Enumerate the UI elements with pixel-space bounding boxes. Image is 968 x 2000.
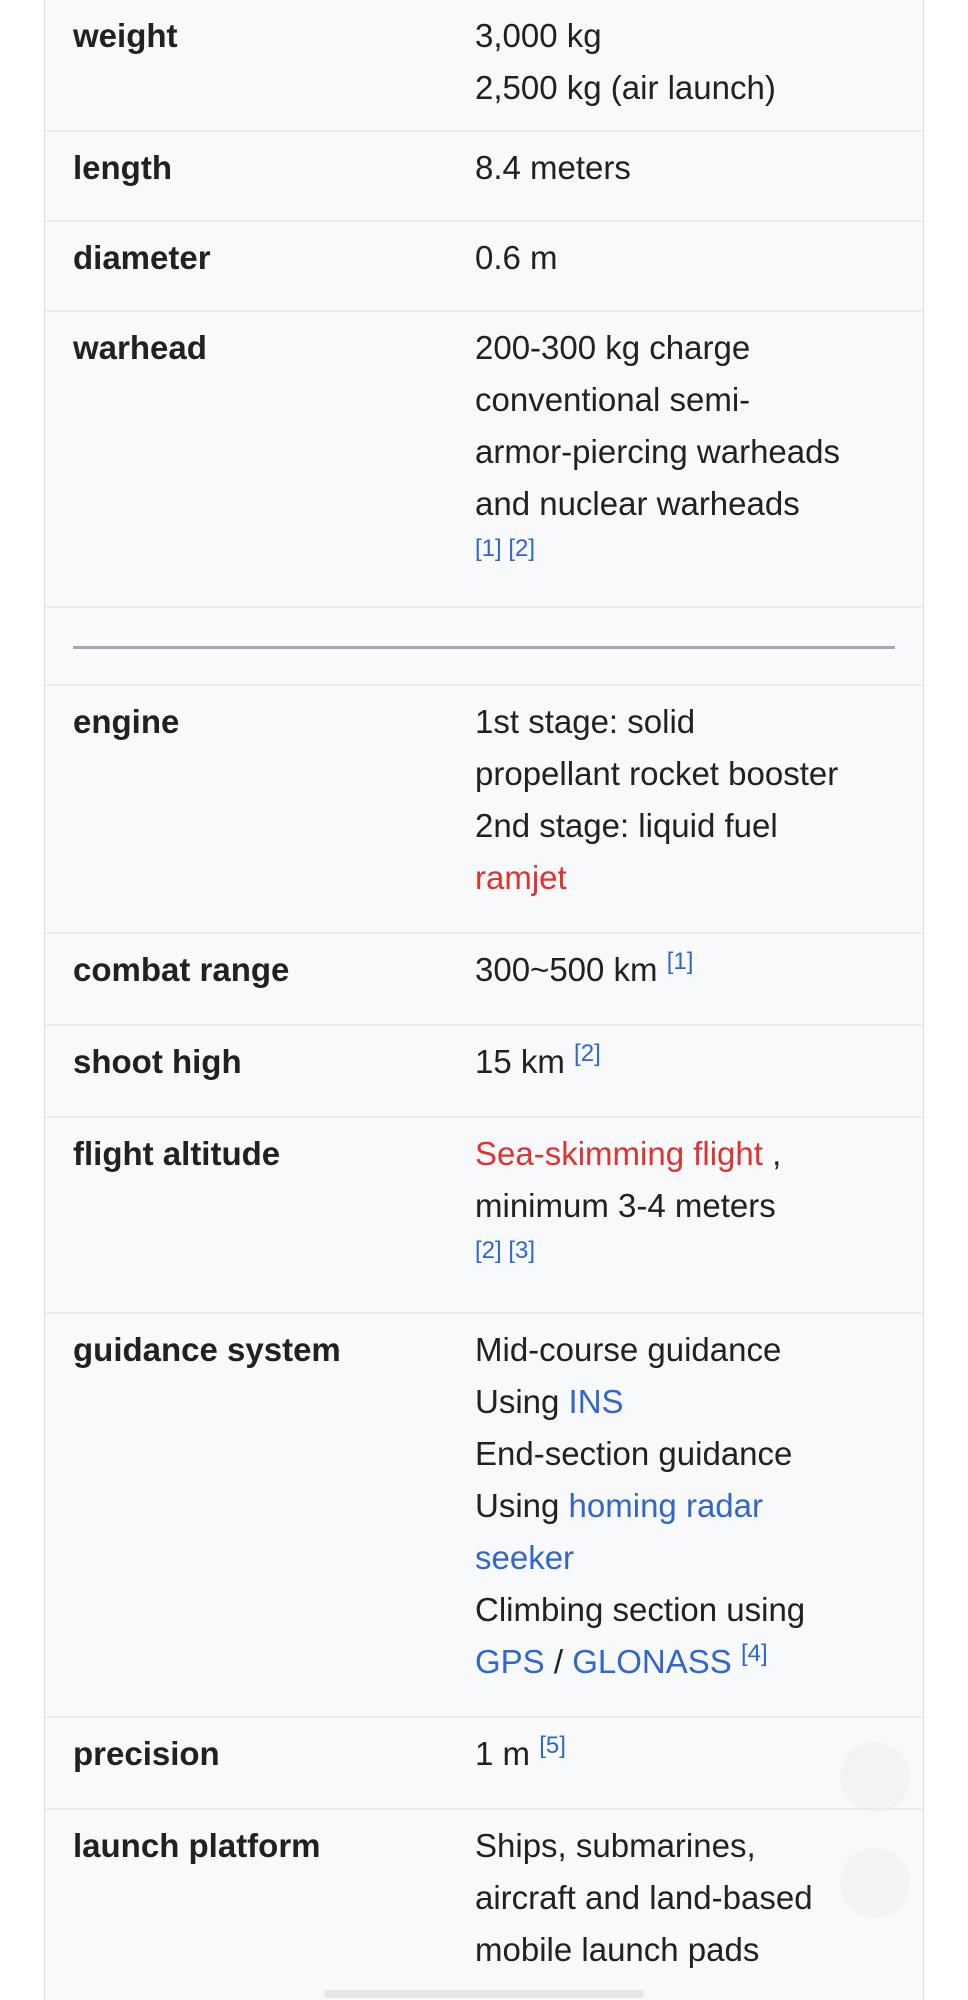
label-combat-range: combat range — [73, 951, 290, 988]
label-launch-platform: launch platform — [73, 1827, 321, 1864]
value-warhead — [475, 322, 923, 588]
homing-radar-link[interactable]: homing radar — [568, 1487, 763, 1524]
reference-link[interactable]: [2] — [574, 1040, 601, 1067]
value-line: propellant rocket booster — [475, 755, 839, 792]
row-diameter — [45, 222, 923, 312]
value-line: conventional semi- — [475, 381, 751, 418]
value-line: End-section guidance — [475, 1435, 793, 1472]
value-length — [475, 142, 923, 202]
value-line: 8.4 meters — [475, 149, 631, 186]
value-text: 1 m — [475, 1735, 531, 1772]
label-flight-altitude: flight altitude — [73, 1135, 281, 1172]
value-line: aircraft and land-based — [475, 1879, 813, 1916]
value-line: 2nd stage: liquid fuel — [475, 807, 778, 844]
value-text: 15 km — [475, 1043, 565, 1080]
value-diameter — [475, 232, 923, 292]
value-line: Climbing section using — [475, 1591, 806, 1628]
value-line: armor-piercing warheads — [475, 433, 840, 470]
value-line: 2,500 kg (air launch) — [475, 69, 776, 106]
reference-links[interactable]: [2] [3] — [475, 1237, 536, 1264]
slash: / — [544, 1643, 573, 1680]
glonass-link[interactable]: GLONASS — [572, 1643, 732, 1680]
row-precision — [45, 1718, 923, 1810]
value-line: Mid-course guidance — [475, 1331, 782, 1368]
infobox-table — [44, 0, 924, 2000]
label-diameter: diameter — [73, 239, 211, 276]
ins-link[interactable]: INS — [568, 1383, 624, 1420]
row-guidance-system — [45, 1314, 923, 1718]
value-shoot-high — [475, 1036, 923, 1098]
value-line: mobile launch pads — [475, 1931, 760, 1968]
row-launch-platform — [45, 1810, 923, 1994]
label-guidance-system: guidance system — [73, 1331, 341, 1368]
reference-link[interactable]: [4] — [740, 1640, 768, 1667]
value-flight-altitude — [475, 1128, 923, 1294]
label-shoot-high: shoot high — [73, 1043, 242, 1080]
row-flight-altitude — [45, 1118, 923, 1314]
gps-link[interactable]: GPS — [475, 1643, 545, 1680]
value-line: 0.6 m — [475, 239, 558, 276]
value-combat-range — [475, 944, 923, 1006]
value-text: 300~500 km — [475, 951, 658, 988]
value-line: and nuclear warheads — [475, 485, 800, 522]
label-length: length — [73, 149, 172, 186]
value-line: 1st stage: solid — [475, 703, 696, 740]
row-combat-range — [45, 934, 923, 1026]
label-weight: weight — [73, 17, 178, 54]
reference-link[interactable]: [5] — [539, 1732, 566, 1759]
label-engine: engine — [73, 703, 180, 740]
row-engine — [45, 686, 923, 934]
value-guidance-system — [475, 1324, 923, 1698]
value-line: 3,000 kg — [475, 17, 602, 54]
reference-links[interactable]: [1] [2] — [475, 535, 536, 562]
value-line: Ships, submarines, — [475, 1827, 756, 1864]
ramjet-link[interactable]: ramjet — [475, 859, 567, 896]
label-warhead: warhead — [73, 329, 207, 366]
value-line: minimum 3-4 meters — [475, 1187, 776, 1224]
label-precision: precision — [73, 1735, 220, 1772]
floating-action-button[interactable] — [840, 1742, 910, 1812]
section-separator — [45, 608, 923, 686]
value-weight — [475, 10, 923, 112]
row-warhead — [45, 312, 923, 608]
using-text: Using — [475, 1487, 569, 1524]
value-line: 200-300 kg charge — [475, 329, 751, 366]
separator-line — [73, 646, 895, 649]
row-weight — [45, 0, 923, 132]
comma: , — [762, 1135, 782, 1172]
sea-skimming-link[interactable]: Sea-skimming flight — [475, 1135, 763, 1172]
floating-action-button[interactable] — [840, 1848, 910, 1918]
reference-link[interactable]: [1] — [666, 948, 694, 975]
row-shoot-high — [45, 1026, 923, 1118]
horizontal-scrollbar[interactable] — [324, 1990, 644, 1998]
value-engine — [475, 696, 923, 914]
homing-seeker-link[interactable]: seeker — [475, 1539, 575, 1576]
row-length — [45, 132, 923, 222]
using-text: Using — [475, 1383, 569, 1420]
